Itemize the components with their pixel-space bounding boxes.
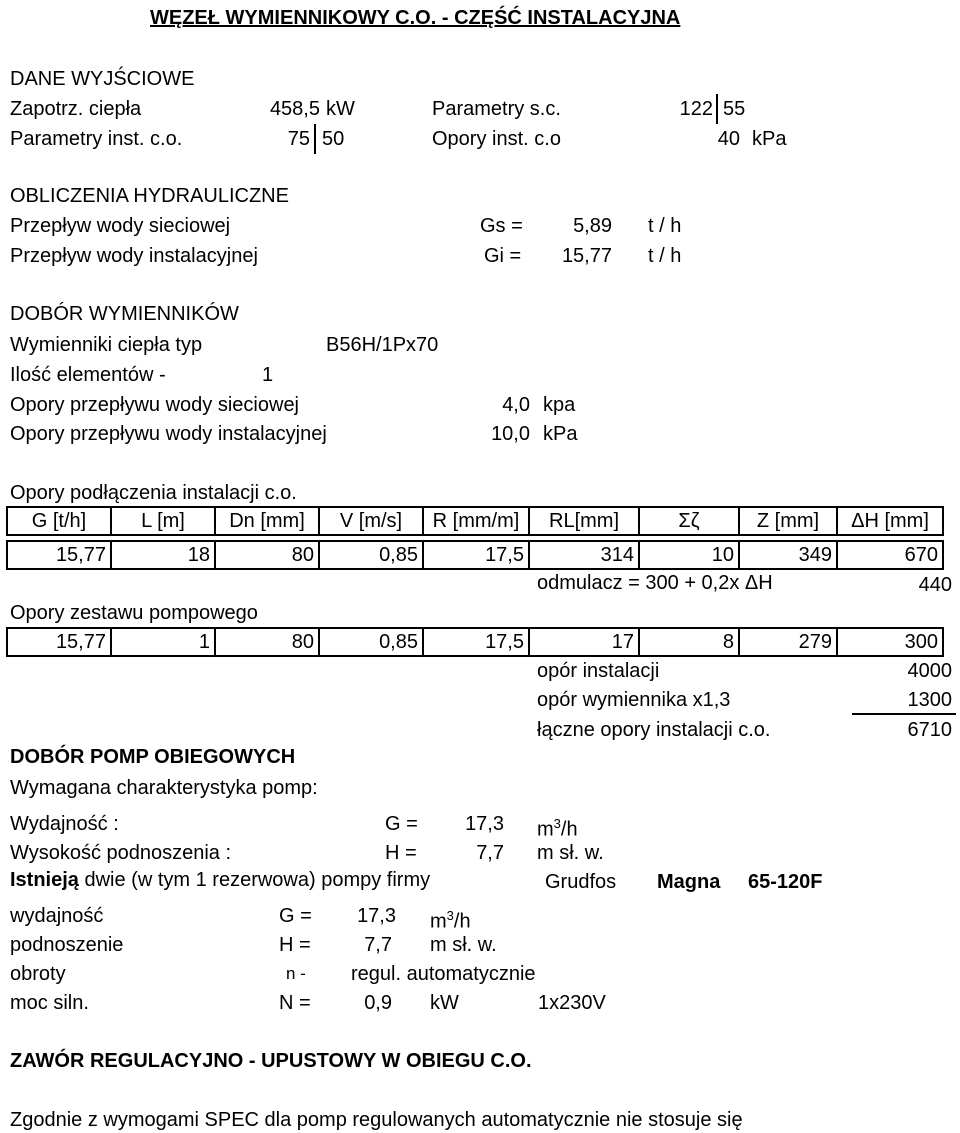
co-params-label: Parametry inst. c.o.: [10, 128, 183, 150]
co-resistance-label: Opory inst. c.o: [432, 128, 561, 150]
sc-params-label: Parametry s.c.: [432, 98, 561, 120]
table-cell: 300: [837, 628, 943, 656]
table-cell: 80: [215, 541, 319, 569]
table-header-cell: V [m/s]: [319, 507, 423, 535]
exchanger-count-value: 1: [262, 364, 274, 386]
table-cell: 17,5: [423, 628, 529, 656]
co-resistance-value: 40: [717, 128, 740, 150]
hydraulic-label: Przepływ wody sieciowej: [10, 215, 231, 237]
spec-unit: $m^3/h$: [430, 908, 471, 933]
exchanger-type-value: B56H/1Px70: [326, 334, 439, 356]
spec-value: regul. automatycznie: [351, 963, 536, 985]
pump-head-label: Wysokość podnoszenia :: [10, 842, 232, 864]
total-label: łączne opory instalacji c.o.: [537, 719, 771, 741]
mud-separator-formula: odmulacz = 300 + 0,2x ΔH: [537, 572, 773, 594]
table-cell: 670: [837, 541, 943, 569]
pump-flow-symbol: G =: [385, 813, 418, 835]
hydraulic-value: 15,77: [561, 245, 612, 267]
table-header-cell: ΔH [mm]: [837, 507, 943, 535]
table-row: [7, 628, 943, 656]
table-header-cell: Z [mm]: [739, 507, 837, 535]
pump-set-heading: Opory zestawu pompowego: [10, 602, 258, 624]
total-label: opór instalacji: [537, 660, 660, 682]
pumps-subheading: Wymagana charakterystyka pomp:: [10, 777, 318, 799]
pump-model-size: 65-120F: [748, 871, 823, 893]
hydraulic-unit: t / h: [648, 245, 682, 267]
spec-label: wydajność: [10, 905, 104, 927]
spec-value: 0,9: [364, 992, 392, 1014]
table-cell: 314: [529, 541, 639, 569]
hydraulic-unit: t / h: [648, 215, 682, 237]
pump-flow-label: Wydajność :: [10, 813, 119, 835]
valve-heading: ZAWÓR REGULACYJNO - UPUSTOWY W OBIEGU C.O.: [10, 1050, 532, 1072]
pump-model: Magna: [657, 871, 721, 893]
spec-unit: m sł. w.: [430, 934, 497, 956]
exchanger-resistance-label: Opory przepływu wody sieciowej: [10, 394, 300, 416]
pumps-existing-line: Istnieją dwie (w tym 1 rezerwowa) pompy firmy: [10, 869, 431, 891]
total-value: 1300: [907, 689, 952, 711]
heat-demand-value: 458,5: [269, 98, 320, 120]
sum-rule: [852, 713, 956, 715]
exchanger-resistance-value: 4,0: [502, 394, 530, 416]
table-cell: 349: [739, 541, 837, 569]
heat-demand-label: Zapotrz. ciepła: [10, 98, 142, 120]
pump-head-value: 7,7: [476, 842, 504, 864]
hydraulic-heading: OBLICZENIA HYDRAULICZNE: [10, 185, 289, 207]
table-cell: 80: [215, 628, 319, 656]
spec-symbol: H =: [279, 934, 311, 956]
co-params-divider: [314, 124, 316, 154]
total-value: 4000: [907, 660, 952, 682]
exchangers-heading: DOBÓR WYMIENNIKÓW: [10, 303, 239, 325]
total-value: 6710: [907, 719, 952, 741]
table-cell: 15,77: [7, 541, 111, 569]
page-title: WĘZEŁ WYMIENNIKOWY C.O. - CZĘŚĆ INSTALACYJNA: [150, 7, 681, 29]
pump-set-data-table: [6, 627, 944, 657]
hydraulic-label: Przepływ wody instalacyjnej: [10, 245, 258, 267]
table-header-cell: G [t/h]: [7, 507, 111, 535]
table-cell: 0,85: [319, 628, 423, 656]
pumps-heading: DOBÓR POMP OBIEGOWYCH: [10, 746, 296, 768]
table-cell: 15,77: [7, 628, 111, 656]
pump-flow-value: 17,3: [465, 813, 504, 835]
table-cell: 10: [639, 541, 739, 569]
table-cell: 17: [529, 628, 639, 656]
heat-demand-unit: kW: [326, 98, 355, 120]
hydraulic-symbol: Gi =: [484, 245, 522, 267]
table-cell: 8: [639, 628, 739, 656]
spec-extra: 1x230V: [538, 992, 606, 1014]
pump-head-unit: m sł. w.: [537, 842, 604, 864]
exchanger-resistance-value: 10,0: [491, 423, 530, 445]
co-params-supply: 75: [287, 128, 310, 150]
table-cell: 279: [739, 628, 837, 656]
connection-header-table: [6, 506, 944, 536]
connection-heading: Opory podłączenia instalacji c.o.: [10, 482, 297, 504]
pump-flow-unit: $m^3/h$: [537, 816, 578, 841]
table-header-cell: RL[mm]: [529, 507, 639, 535]
co-resistance-unit: kPa: [752, 128, 787, 150]
total-label: opór wymiennika x1,3: [537, 689, 731, 711]
spec-symbol: N =: [279, 992, 311, 1014]
sc-params-divider: [716, 94, 718, 124]
table-cell: 17,5: [423, 541, 529, 569]
spec-label: podnoszenie: [10, 934, 124, 956]
spec-label: moc siln.: [10, 992, 89, 1014]
spec-value: 17,3: [357, 905, 396, 927]
spec-value: 7,7: [364, 934, 392, 956]
table-cell: 0,85: [319, 541, 423, 569]
table-row: [7, 541, 943, 569]
exchanger-count-label: Ilość elementów -: [10, 364, 166, 386]
input-heading: DANE WYJŚCIOWE: [10, 68, 195, 90]
mud-separator-value: 440: [918, 574, 952, 596]
table-header-cell: R [mm/m]: [423, 507, 529, 535]
exchanger-resistance-unit: kpa: [543, 394, 576, 416]
sc-params-supply: 122: [679, 98, 713, 120]
table-header-cell: Σζ: [639, 507, 739, 535]
pump-head-symbol: H =: [385, 842, 417, 864]
table-header-cell: Dn [mm]: [215, 507, 319, 535]
hydraulic-symbol: Gs =: [480, 215, 523, 237]
co-params-return: 50: [322, 128, 345, 150]
table-cell: 1: [111, 628, 215, 656]
connection-data-table: [6, 540, 944, 570]
exchanger-type-label: Wymienniki ciepła typ: [10, 334, 203, 356]
table-header-cell: L [m]: [111, 507, 215, 535]
pump-maker: Grudfos: [545, 871, 617, 893]
exchanger-resistance-label: Opory przepływu wody instalacyjnej: [10, 423, 327, 445]
spec-unit: kW: [430, 992, 459, 1014]
table-cell: 18: [111, 541, 215, 569]
valve-note: Zgodnie z wymogami SPEC dla pomp regulowanych automatycznie nie stosuje się: [10, 1109, 743, 1131]
spec-label: obroty: [10, 963, 66, 985]
exchanger-resistance-unit: kPa: [543, 423, 578, 445]
sc-params-return: 55: [723, 98, 746, 120]
table-header-row: [7, 507, 943, 535]
spec-symbol: G =: [279, 905, 312, 927]
hydraulic-value: 5,89: [573, 215, 612, 237]
spec-symbol: n -: [286, 964, 306, 983]
